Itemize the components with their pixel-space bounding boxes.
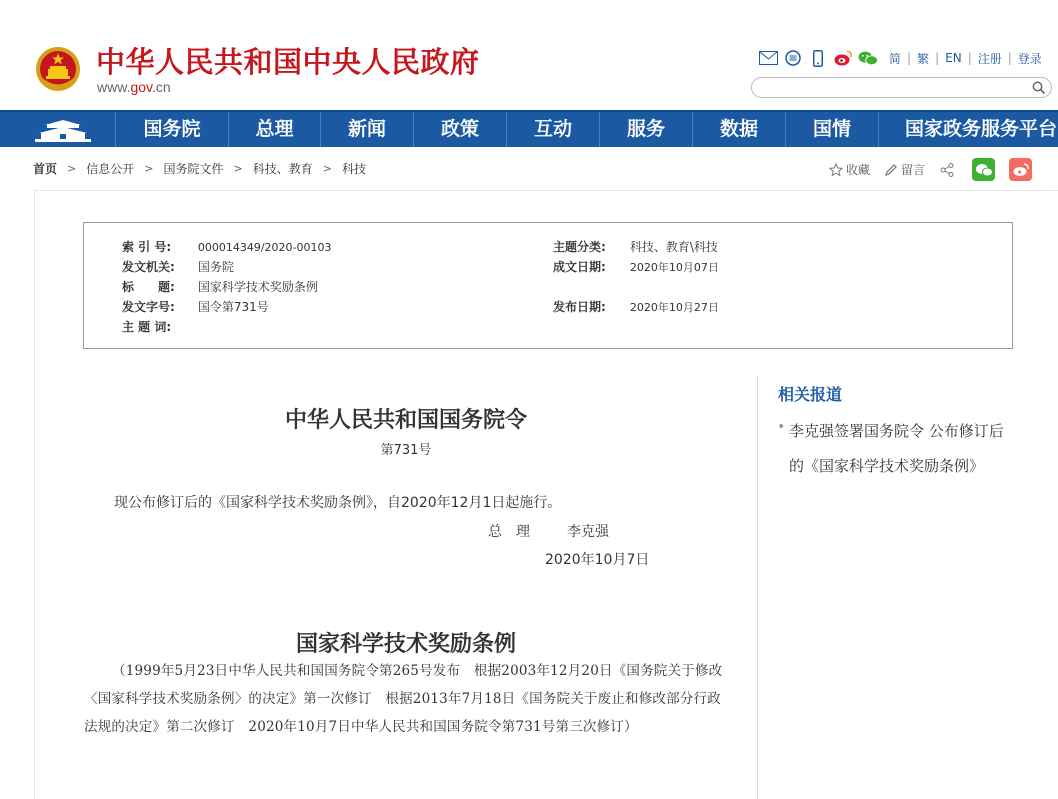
nav-item-services[interactable]: 服务 bbox=[599, 112, 692, 147]
document-info-table bbox=[83, 222, 1013, 349]
info-topic-value: 科技、教育\科技 bbox=[629, 240, 718, 254]
info-issuer-label: 发文机关: bbox=[122, 260, 175, 274]
sign-date: 2020年10月7日 bbox=[545, 552, 650, 568]
search-box bbox=[751, 77, 1052, 98]
info-index-value: 000014349/2020-00103 bbox=[197, 241, 332, 254]
info-keywords-row bbox=[122, 318, 198, 335]
wechat-icon[interactable] bbox=[858, 49, 878, 67]
pencil-icon bbox=[884, 163, 898, 177]
regulation-title: 国家科学技术奖励条例 bbox=[295, 631, 516, 657]
info-docno-value: 国令第731号 bbox=[197, 300, 269, 314]
separator: | bbox=[1007, 51, 1012, 65]
nav-item-state-council[interactable]: 国务院 bbox=[115, 112, 228, 147]
nav-item-policy[interactable]: 政策 bbox=[413, 112, 506, 147]
domain-prefix: www. bbox=[97, 79, 131, 95]
info-index-label: 索 引 号: bbox=[122, 240, 172, 254]
chevron-right-icon: > bbox=[67, 162, 77, 175]
search-icon[interactable] bbox=[1032, 81, 1046, 95]
favorite-button[interactable] bbox=[829, 161, 870, 178]
nav-item-data[interactable]: 数据 bbox=[692, 112, 785, 147]
breadcrumb-sci-edu[interactable]: 科技、教育 bbox=[252, 162, 313, 176]
header-tools bbox=[758, 48, 1042, 68]
weibo-icon[interactable] bbox=[833, 49, 853, 67]
chevron-right-icon: > bbox=[144, 162, 154, 175]
rss-icon[interactable] bbox=[783, 49, 803, 67]
weibo-share-icon[interactable] bbox=[1009, 158, 1032, 181]
chevron-right-icon: > bbox=[322, 162, 332, 175]
lang-simplified-link[interactable]: 简 bbox=[889, 51, 902, 66]
info-title-value: 国家科学技术奖励条例 bbox=[197, 280, 318, 294]
breadcrumb-info-disclosure[interactable]: 信息公开 bbox=[86, 162, 135, 176]
separator: | bbox=[907, 51, 912, 65]
separator: | bbox=[935, 51, 940, 65]
favorite-label: 收藏 bbox=[846, 163, 871, 177]
revision-history: （1999年5月23日中华人民共和国国务院令第265号发布 根据2003年12月20日《国务院关于修改〈国家科学技术奖励条例〉的决定》第一次修订 根据2013年7月18日《国务院关于废止和修改部分行政法规的决定》第二次修订 2020年10月7日中华人民共和国国务院令第731号第三次修订） bbox=[84, 663, 723, 735]
breadcrumb-council-docs[interactable]: 国务院文件 bbox=[163, 162, 224, 176]
comment-label: 留言 bbox=[901, 163, 926, 177]
article-title: 中华人民共和国国务院令 bbox=[284, 407, 527, 433]
share-bar bbox=[829, 158, 1046, 181]
info-topic-label: 主题分类: bbox=[553, 240, 606, 254]
wechat-share-icon[interactable] bbox=[972, 158, 995, 181]
related-report-link[interactable]: 李克强签署国务院令 公布修订后的《国家科学技术奖励条例》 bbox=[789, 422, 1004, 475]
main-nav bbox=[0, 110, 1058, 147]
lang-traditional-link[interactable]: 繁 bbox=[917, 51, 930, 66]
separator: | bbox=[967, 51, 972, 65]
nav-item-interaction[interactable]: 互动 bbox=[506, 112, 599, 147]
breadcrumb-tech[interactable]: 科技 bbox=[341, 162, 366, 176]
info-pubdate-value: 2020年10月27日 bbox=[629, 301, 719, 314]
info-issuer-value: 国务院 bbox=[197, 260, 234, 274]
star-icon bbox=[829, 163, 843, 177]
nav-item-national-info[interactable]: 国情 bbox=[785, 112, 878, 147]
site-title[interactable]: 中华人民共和国中央人民政府 bbox=[96, 45, 480, 79]
info-date-value: 2020年10月07日 bbox=[629, 261, 719, 274]
bullet-icon: • bbox=[777, 419, 786, 435]
info-topic-row bbox=[553, 238, 718, 255]
mobile-icon[interactable] bbox=[808, 49, 828, 67]
lang-english-link[interactable]: EN bbox=[945, 51, 962, 65]
domain-gov: gov bbox=[130, 79, 152, 95]
breadcrumb bbox=[33, 160, 366, 177]
info-keywords-label: 主 题 词: bbox=[122, 320, 172, 334]
info-title-label: 标 题: bbox=[122, 280, 175, 294]
info-date-row bbox=[553, 258, 719, 275]
nav-item-premier[interactable]: 总理 bbox=[228, 112, 320, 147]
tiananmen-home-icon[interactable] bbox=[33, 118, 93, 144]
chevron-right-icon: > bbox=[233, 162, 243, 175]
info-pubdate-label: 发布日期: bbox=[553, 300, 606, 314]
site-header bbox=[0, 0, 1058, 110]
nav-item-service-platform[interactable]: 国家政务服务平台 bbox=[878, 112, 1058, 147]
site-domain[interactable] bbox=[97, 79, 171, 95]
national-emblem-icon[interactable] bbox=[34, 44, 82, 94]
info-docno-label: 发文字号: bbox=[122, 300, 175, 314]
info-docno-row bbox=[122, 298, 269, 315]
comment-button[interactable] bbox=[884, 161, 925, 178]
info-index-row bbox=[122, 238, 331, 255]
order-number: 第731号 bbox=[380, 443, 432, 458]
search-input[interactable] bbox=[762, 80, 1022, 95]
info-issuer-row bbox=[122, 258, 234, 275]
info-pubdate-row bbox=[553, 298, 719, 315]
related-reports-title: 相关报道 bbox=[778, 385, 843, 404]
login-link[interactable]: 登录 bbox=[1017, 51, 1042, 66]
article-body: 现公布修订后的《国家科学技术奖励条例》，自2020年12月1日起施行。 bbox=[114, 495, 562, 511]
language-links bbox=[889, 50, 1042, 67]
info-title-row bbox=[122, 278, 318, 295]
register-link[interactable]: 注册 bbox=[977, 51, 1002, 66]
info-date-label: 成文日期: bbox=[553, 260, 606, 274]
breadcrumb-home[interactable]: 首页 bbox=[33, 162, 58, 176]
share-icon[interactable] bbox=[939, 162, 958, 178]
mail-icon[interactable] bbox=[758, 49, 778, 67]
signer-title: 总 理 bbox=[488, 524, 530, 540]
signer-name: 李克强 bbox=[567, 524, 609, 540]
domain-suffix: .cn bbox=[152, 79, 171, 95]
nav-item-news[interactable]: 新闻 bbox=[320, 112, 413, 147]
sidebar-divider bbox=[757, 376, 758, 799]
